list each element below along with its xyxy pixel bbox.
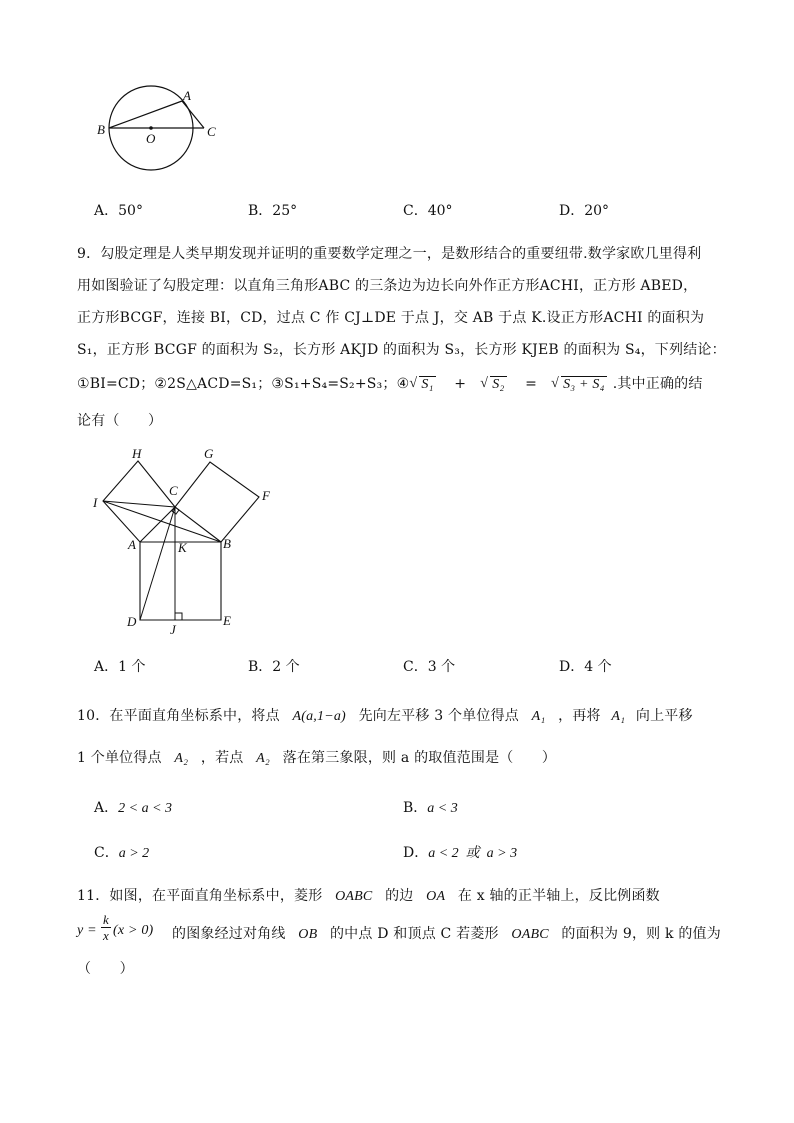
- label-f: F: [262, 488, 270, 503]
- q9-option-a[interactable]: A．1 个: [94, 659, 146, 675]
- label-j: J: [170, 622, 176, 637]
- label-b: B: [97, 122, 105, 137]
- label-o: O: [146, 131, 156, 146]
- q9-line-2: 用如图验证了勾股定理：以直角三角形ABC 的三条边为边长向外作正方形ACHI，正方形 ABED，: [77, 278, 698, 294]
- center-point: [149, 126, 153, 130]
- q11-line-3: （ ）: [77, 961, 134, 977]
- q9-pythagoras-figure: [88, 445, 288, 640]
- label-k: K: [178, 540, 187, 555]
- sqrt-s3-s4: √ S₃ + S₄: [551, 376, 605, 392]
- q9-option-b[interactable]: B．2 个: [248, 659, 300, 675]
- label-e: E: [223, 613, 231, 628]
- label-c: C: [207, 124, 216, 139]
- label-a: A: [183, 88, 191, 103]
- q8-option-b[interactable]: B．25°: [248, 203, 298, 219]
- sqrt-s2: √ S₂: [480, 376, 505, 392]
- q9-line-4: S₁，正方形 BCGF 的面积为 S₂，长方形 AKJD 的面积为 S₃，长方形 KJEB 的面积为 S₄，下列结论：: [77, 342, 726, 358]
- label-a: A: [128, 537, 136, 552]
- sqrt-s1: √ S₁: [409, 376, 434, 392]
- right-angle-j: [175, 613, 182, 620]
- label-d: D: [127, 614, 137, 629]
- q8-circle-figure: [94, 80, 224, 180]
- chord-ba: [109, 101, 182, 128]
- q11-line-1: 11．如图，在平面直角坐标系中，菱形 OABC 的边 OA 在 x 轴的正半轴上，反比例函数: [77, 888, 660, 904]
- q10-option-c[interactable]: C．a > 2: [94, 845, 150, 861]
- q9-line-5: ①BI=CD；②2S△ACD=S₁；③S₁+S₄=S₂+S₃；④ √ S₁ + √ S₂ = √ S₃ + S₄ .其中正确的结: [77, 376, 703, 392]
- segment-bi: [103, 501, 221, 542]
- label-b: B: [223, 536, 231, 551]
- q10-option-d[interactable]: D．a < 2 或 a > 3: [403, 845, 518, 861]
- label-h: H: [132, 446, 142, 461]
- q9-option-c[interactable]: C．3 个: [403, 659, 456, 675]
- q9-option-d[interactable]: D．4 个: [559, 659, 612, 675]
- fraction-k-over-x: k x: [101, 912, 111, 943]
- q8-option-a[interactable]: A．50°: [94, 203, 143, 219]
- label-c: C: [169, 483, 178, 498]
- q9-line-6: 论有（ ）: [77, 413, 163, 429]
- q10-option-b[interactable]: B．a < 3: [403, 800, 458, 816]
- q8-option-c[interactable]: C．40°: [403, 203, 453, 219]
- q9-line-3: 正方形BCGF，连接 BI，CD，过点 C 作 CJ⊥DE 于点 J，交 AB 于点 K.设正方形ACHI 的面积为: [77, 310, 705, 326]
- q8-option-d[interactable]: D．20°: [559, 203, 610, 219]
- label-g: G: [204, 446, 214, 461]
- q10-line-1: 10．在平面直角坐标系中，将点 A(a,1−a) 先向左平移 3 个单位得点 A₁ ，再将 A₁ 向上平移: [77, 708, 693, 724]
- q9-line-1: 9．勾股定理是人类早期发现并证明的重要数学定理之一，是数形结合的重要纽带.数学家欧几里得利: [77, 246, 702, 262]
- label-i: I: [93, 495, 98, 510]
- segment-ci-aux: [103, 501, 175, 507]
- q10-option-a[interactable]: A．2 < a < 3: [94, 800, 173, 816]
- q10-line-2: 1 个单位得点 A₂ ，若点 A₂ 落在第三象限，则 a 的取值范围是（ ）: [77, 750, 557, 766]
